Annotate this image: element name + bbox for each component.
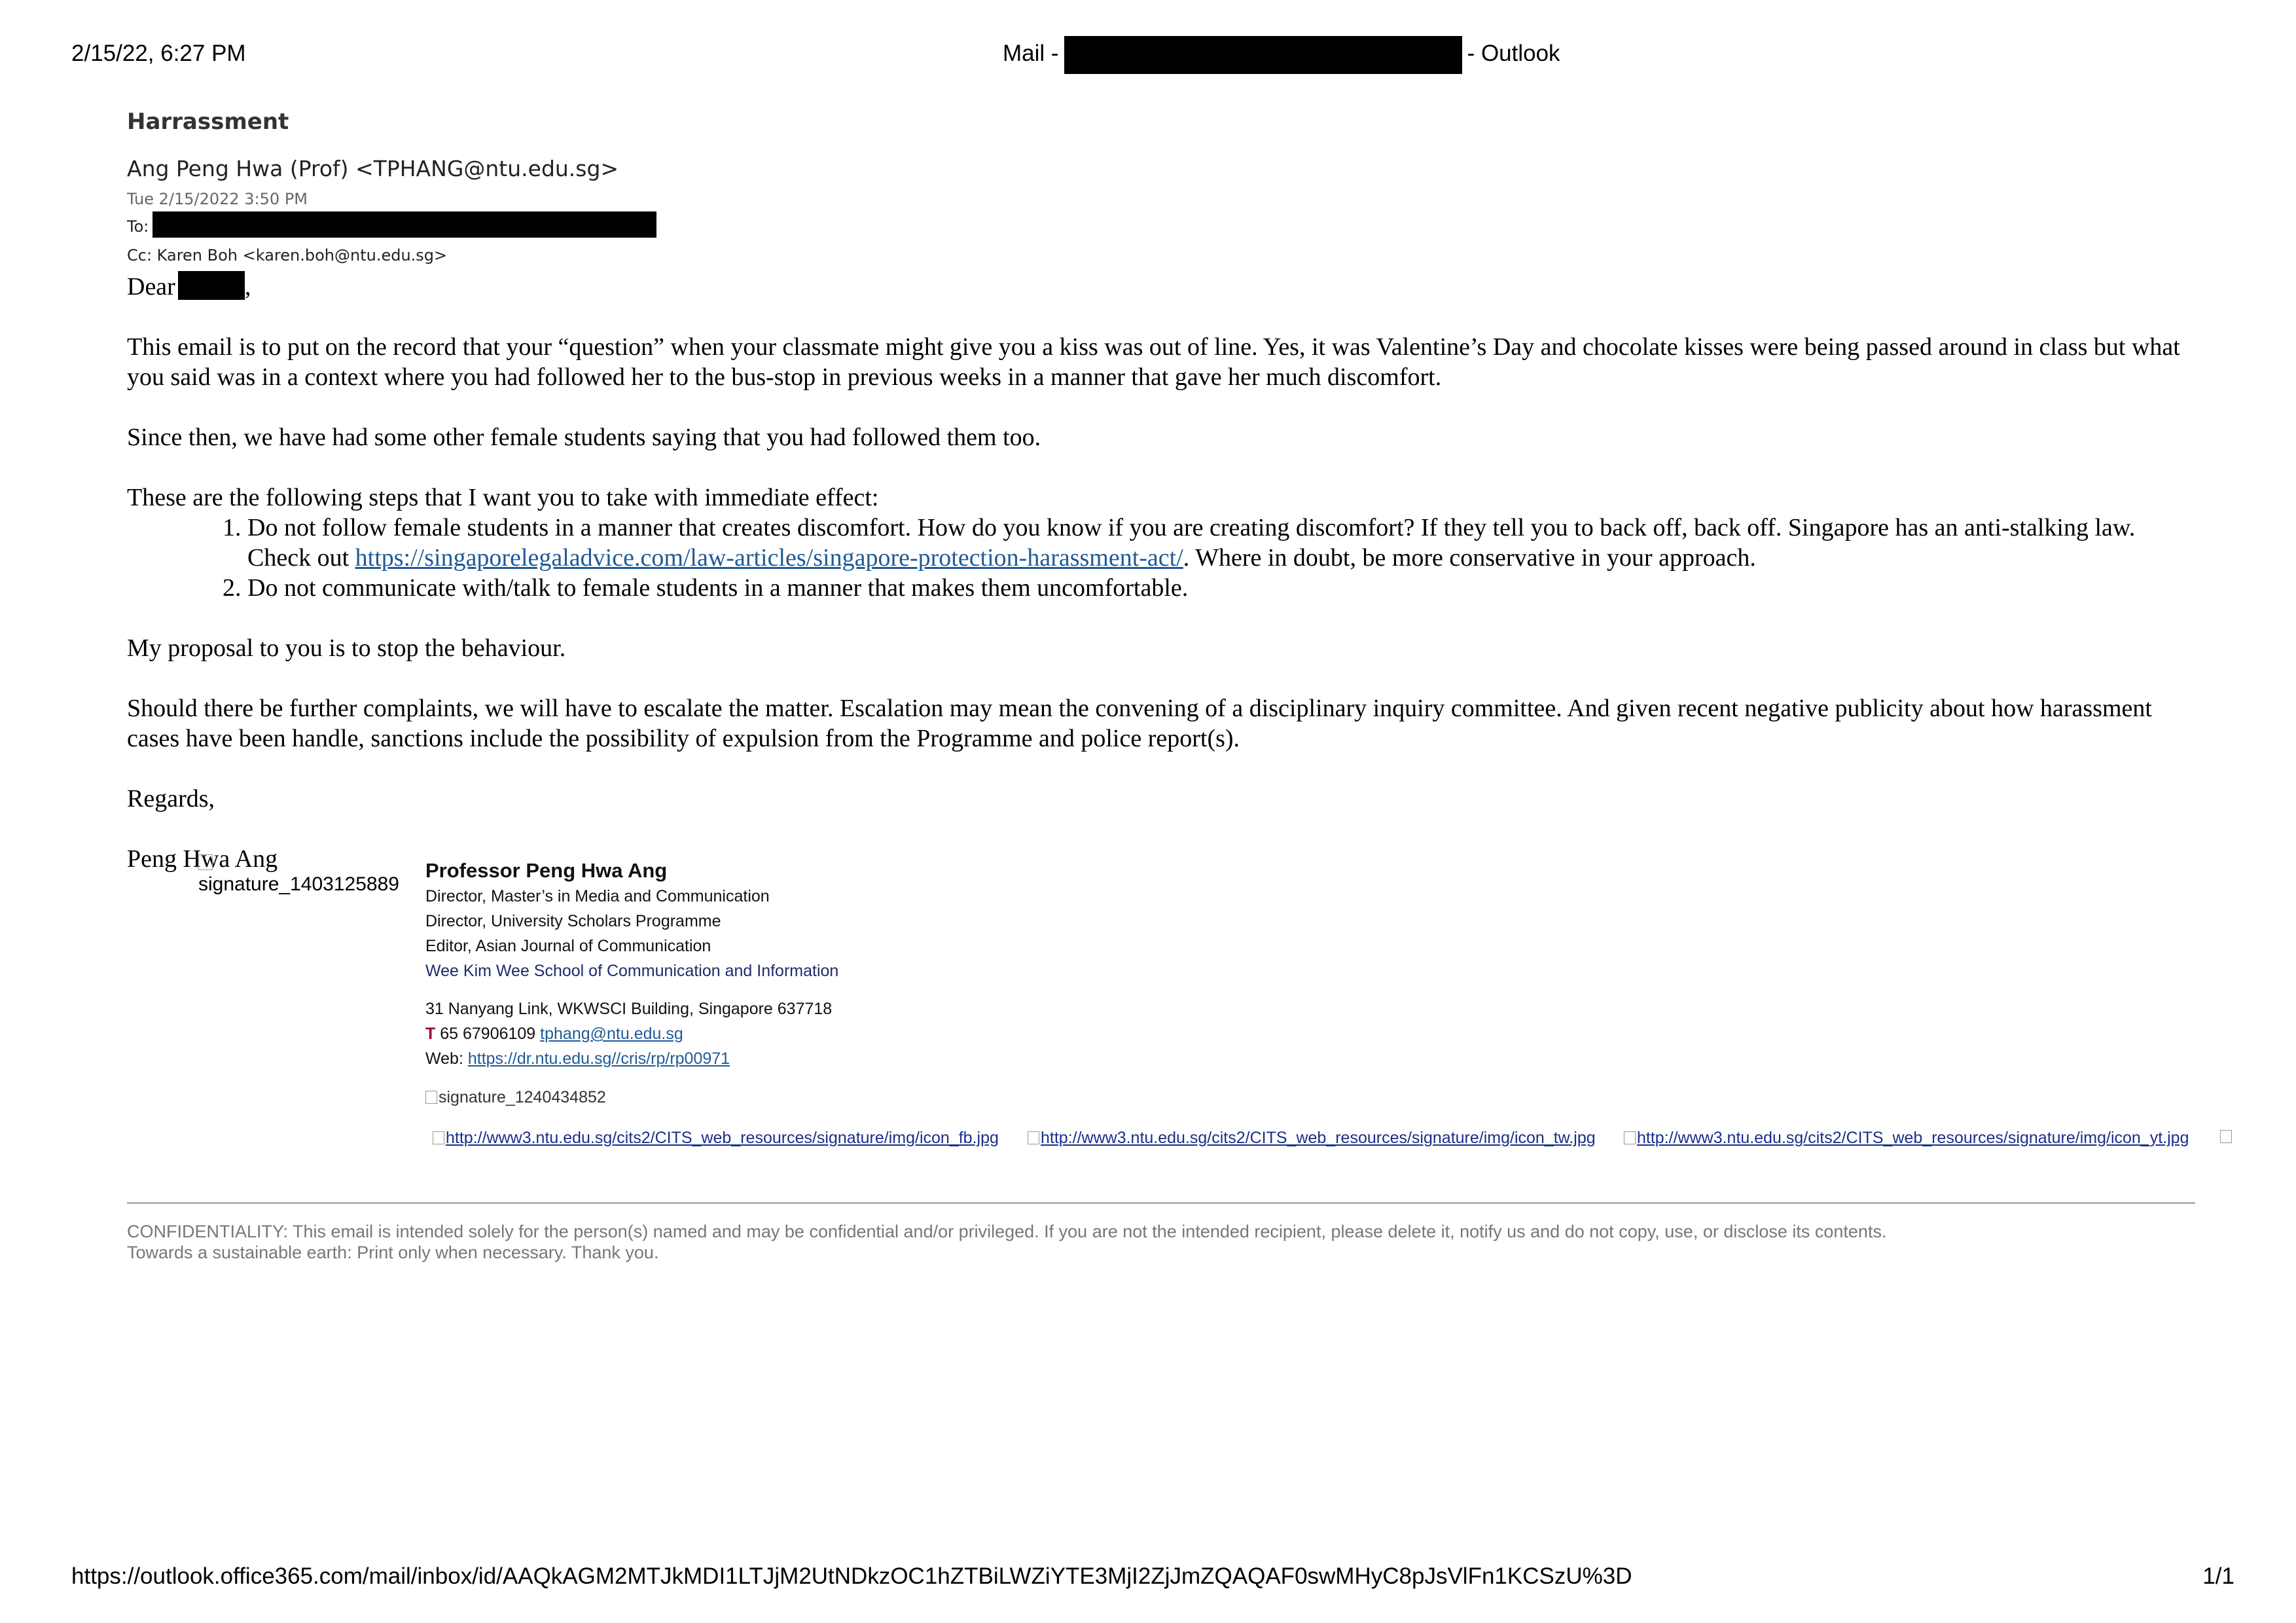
redaction-bar-name (178, 271, 245, 300)
confidentiality-notice: CONFIDENTIALITY: This email is intended solely for the person(s) named and may be confidential and/or privileged. If you are not the intended recipient, please delete it, notify us and do not copy, use, or disclose its contents. (127, 1222, 1887, 1241)
signature-phone (425, 1025, 683, 1044)
signature-web-link[interactable]: https://dr.ntu.edu.sg//cris/rp/rp00971 (467, 1049, 730, 1068)
email-subject: Harrassment (127, 109, 289, 135)
body-paragraph-1: This email is to put on the record that your “question” when your classmate might give you a kiss was out of line. Yes, it was Valentine’s Day and chocolate kisses were being passed around in class but what you said was in a context where you had followed her to the bus-stop in previous weeks in a manner that gave her much discomfort. (127, 333, 2180, 391)
closing: Regards, (127, 785, 215, 812)
step-item-2: 2. Do not communicate with/talk to female students in a manner that makes them uncomfortable. (247, 573, 2195, 603)
sustainability-notice: Towards a sustainable earth: Print only when necessary. Thank you. (127, 1243, 659, 1262)
greeting-suffix: , (244, 273, 251, 301)
print-title-prefix: Mail - (1003, 41, 1059, 66)
signature-divider (127, 1202, 2195, 1204)
broken-image-icon (198, 854, 213, 870)
signature-name: Professor Peng Hwa Ang (425, 859, 668, 882)
email-body (127, 271, 2195, 904)
signature-web (425, 1049, 730, 1068)
broken-image-icon (433, 1131, 444, 1144)
body-paragraph-2: Since then, we have had some other female students saying that you had followed them too. (127, 424, 1041, 451)
phone-label: T (425, 1025, 436, 1043)
body-paragraph-3: These are the following steps that I want you to take with immediate effect: (127, 484, 879, 511)
broken-image-icon (1624, 1131, 1636, 1144)
body-paragraph-5: Should there be further complaints, we will have to escalate the matter. Escalation may mean the convening of a disciplinary inquiry committee. And given recent negative publicity about how harassment cases have been handle, sanctions include the possibility of expulsion from the Programme and police report(s). (127, 695, 2152, 752)
greeting-prefix: Dear (127, 273, 175, 301)
email-to-label: To: (127, 217, 149, 236)
broken-image-icon[interactable] (2220, 1130, 2232, 1143)
broken-image-icon (425, 1091, 437, 1104)
print-title (1003, 41, 1560, 74)
signature-image-alt: signature_1403125889 (198, 873, 399, 895)
greeting (127, 271, 2195, 302)
signature-school: Wee Kim Wee School of Communication and Information (425, 962, 839, 980)
twitter-icon-alt: http://www3.ntu.edu.sg/cits2/CITS_web_resources/signature/img/icon_tw.jpg (1041, 1129, 1596, 1147)
email-cc[interactable]: Cc: Karen Boh <karen.boh@ntu.edu.sg> (127, 246, 448, 264)
youtube-icon-alt: http://www3.ntu.edu.sg/cits2/CITS_web_resources/signature/img/icon_yt.jpg (1637, 1129, 2189, 1147)
broken-image-icon (1028, 1131, 1039, 1144)
body-paragraph-4: My proposal to you is to stop the behaviour. (127, 634, 566, 662)
facebook-icon-alt: http://www3.ntu.edu.sg/cits2/CITS_web_resources/signature/img/icon_fb.jpg (446, 1129, 999, 1147)
redaction-bar-recipient (152, 211, 656, 238)
step-1-text: Do not follow female students in a manner that creates discomfort. How do you know if you are creating discomfort? If they tell you to back off, back off. Singapore has an anti-stalking law. Check out (247, 514, 2136, 572)
signature-image-placeholder-2 (425, 1088, 606, 1107)
signature-image-2-alt: signature_1240434852 (439, 1088, 606, 1106)
youtube-icon-link[interactable] (1624, 1129, 2206, 1147)
print-page-number: 1/1 (2202, 1563, 2234, 1589)
web-label: Web: (425, 1049, 468, 1068)
print-footer-url: https://outlook.office365.com/mail/inbox/id/AAQkAGM2MTJkMDI1LTJjM2UtNDkzOC1hZTBiLWZiYTE3MjI2ZjJmZQAQAF0swMHyC8pJsVlFn1KCSzU%3D (71, 1563, 1632, 1589)
signature-title-2: Director, University Scholars Programme (425, 912, 721, 930)
signature-address: 31 Nanyang Link, WKWSCI Building, Singapore 637718 (425, 1000, 833, 1018)
print-datetime: 2/15/22, 6:27 PM (71, 41, 246, 66)
signature-title-3: Editor, Asian Journal of Communication (425, 937, 711, 955)
steps-list (127, 513, 2195, 603)
email-sender[interactable]: Ang Peng Hwa (Prof) <TPHANG@ntu.edu.sg> (127, 156, 619, 181)
harassment-act-link[interactable]: https://singaporelegaladvice.com/law-articles/singapore-protection-harassment-act/ (355, 544, 1183, 572)
redaction-bar-title (1064, 36, 1462, 74)
signature-title-1: Director, Master’s in Media and Communication (425, 887, 770, 905)
twitter-icon-link[interactable] (1028, 1129, 1610, 1147)
signature-image-placeholder (198, 851, 414, 896)
facebook-icon-link[interactable] (433, 1129, 1015, 1147)
email-sent-date: Tue 2/15/2022 3:50 PM (127, 190, 308, 208)
phone-number: 65 67906109 (435, 1025, 541, 1043)
step-item-1 (247, 513, 2195, 573)
print-title-suffix: - Outlook (1467, 41, 1560, 66)
sign-name: Peng Hwa Ang (127, 845, 278, 873)
signature-email-link[interactable]: tphang@ntu.edu.sg (540, 1025, 683, 1043)
step-1-text-after: . Where in doubt, be more conservative in your approach. (1183, 544, 1756, 572)
